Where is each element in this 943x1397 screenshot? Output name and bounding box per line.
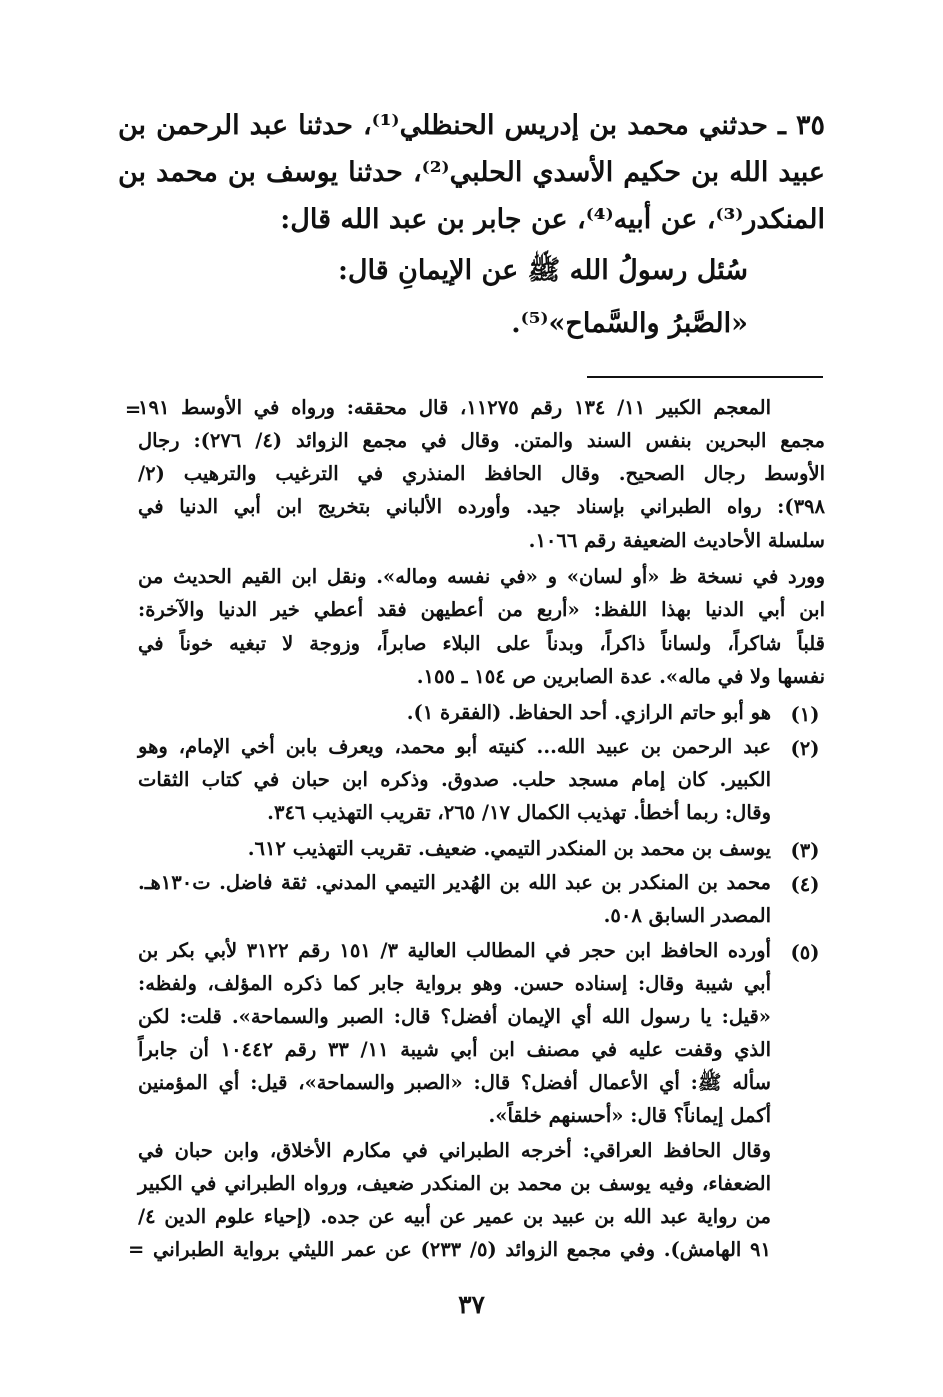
footnote-line: وقال الحافظ العراقي: أخرجه الطبراني في مكارم الأخلاق، وابن حبان في [138, 1139, 771, 1162]
hadith-number: ٣٥ [795, 110, 825, 141]
hadith-line [118, 110, 825, 141]
footnote-line: يوسف بن محمد بن المنكدر التيمي. ضعيف. تقريب التهذيب ٦١٢. [247, 837, 771, 860]
footnote-marker: (٤) [790, 873, 820, 896]
footnote-line: وورد في نسخة ظ «أو لسان» و «في نفسه وماله». ونقل ابن القيم الحديث من [138, 565, 825, 588]
footnote-marker: (١) [790, 703, 820, 726]
footnote-line: أكمل إيماناً؟ قال: «أحسنهم خلقاً». [488, 1104, 771, 1127]
footnote-line: قلباً شاكراً، ولساناً ذاكراً، وبدناً على البلاء صابراً، وزوجة لا تبغيه خوناً في [138, 632, 825, 655]
hadith-line: المنكدر⁽³⁾، عن أبيه⁽⁴⁾، عن جابر بن عبد الله قال: [280, 204, 825, 235]
footnote-line: «قيل: يا رسول الله أي الإيمان أفضل؟ قال: الصبر والسماحة». قلت: لكن [138, 1005, 771, 1028]
footnote-marker: (٢) [790, 737, 820, 760]
footnote-marker: (٥) [790, 941, 820, 964]
hadith-line: سُئل رسولُ الله ﷺ عن الإيمانِ قال: [337, 255, 748, 286]
footnote-line: من رواية عبد الله بن عبيد بن عمير عن أبيه عن جده. (إحياء علوم الدين ٤/ [138, 1205, 771, 1228]
footnote-line: محمد بن المنكدر بن عبد الله بن الهُدير التيمي المدني. ثقة فاضل. ت١٣٠هـ. [138, 871, 771, 894]
footnote-line: المصدر السابق ٥٠٨. [603, 904, 771, 927]
footnote-line: ٣٩٨): رواه الطبراني بإسناد جيد. وأورده الألباني بتخريج ابن أبي الدنيا في [138, 495, 825, 518]
footnote-line: أورده الحافظ ابن حجر في المطالب العالية ٣/ ١٥١ رقم ٣١٢٢ لأبي بكر بن [138, 939, 771, 962]
continuation-marker: = [124, 398, 142, 421]
footnote-line: الذي وقفت عليه في مصنف ابن أبي شيبة ١١/ ٣٣ رقم ١٠٤٤٢ أن جابراً [138, 1038, 771, 1061]
footnote-line: هو أبو حاتم الرازي. أحد الحفاظ. (الفقرة ١). [406, 701, 771, 724]
footnote-line: نفسها ولا في ماله». عدة الصابرين ص ١٥٤ ـ ١٥٥. [416, 665, 825, 688]
footnote-line: المعجم الكبير ١١/ ١٣٤ رقم ١١٢٧٥، قال محققه: ورواه في الأوسط ١٩١ [138, 396, 772, 419]
hadith-line: «الصَّبرُ والسَّماح»⁽⁵⁾. [511, 308, 748, 339]
footnote-line: أبي شيبة وقال: إسناده حسن. وهو برواية جابر كما ذكره المؤلف، ولفظه: [138, 972, 771, 995]
footnote-marker: (٣) [790, 839, 820, 862]
footnote-line: ٩١ الهامش). وفي مجمع الزوائد (٥/ ٢٣٣) عن عمر الليثي برواية الطبراني = [128, 1238, 771, 1261]
hadith-line: عبيد الله بن حكيم الأسدي الحلبي⁽²⁾، حدثنا يوسف بن محمد بن [118, 157, 825, 188]
footnote-line: وقال: ربما أخطأ. تهذيب الكمال ١٧/ ٢٦٥، تقريب التهذيب ٣٤٦. [267, 801, 771, 824]
footnote-line: مجمع البحرين بنفس السند والمتن. وقال في مجمع الزوائد (٤/ ٢٧٦): رجال [138, 429, 825, 452]
footnote-line: ابن أبي الدنيا بهذا اللفظ: «أربع من أعطيهن فقد أعطي خير الدنيا والآخرة: [138, 598, 825, 621]
footnote-line: الضعفاء، وفيه يوسف بن محمد بن المنكدر ضعيف، ورواه الطبراني في الكبير [138, 1172, 771, 1195]
footnote-line: عبد الرحمن بن عبيد الله... كنيته أبو محمد، ويعرف بابن أخي الإمام، وهو [138, 735, 771, 758]
footnote-line: سأله ﷺ: أي الأعمال أفضل؟ قال: «الصبر والسماحة»، قيل: أي المؤمنين [138, 1071, 771, 1094]
hadith-line-text: ـ حدثني محمد بن إدريس الحنظلي⁽¹⁾، حدثنا عبد الرحمن بن [118, 110, 786, 141]
footnote-separator [587, 376, 823, 378]
footnote-line: الكبير. كان إمام مسجد حلب. صدوق. وذكره ابن حبان في كتاب الثقات [138, 768, 771, 791]
footnote-line: سلسلة الأحاديث الضعيفة رقم ١٠٦٦. [528, 529, 825, 552]
footnote-line: الأوسط رجال الصحيح. وقال الحافظ المنذري في الترغيب والترهيب (٢/ [138, 462, 825, 485]
page-number: ٣٧ [458, 1290, 485, 1319]
